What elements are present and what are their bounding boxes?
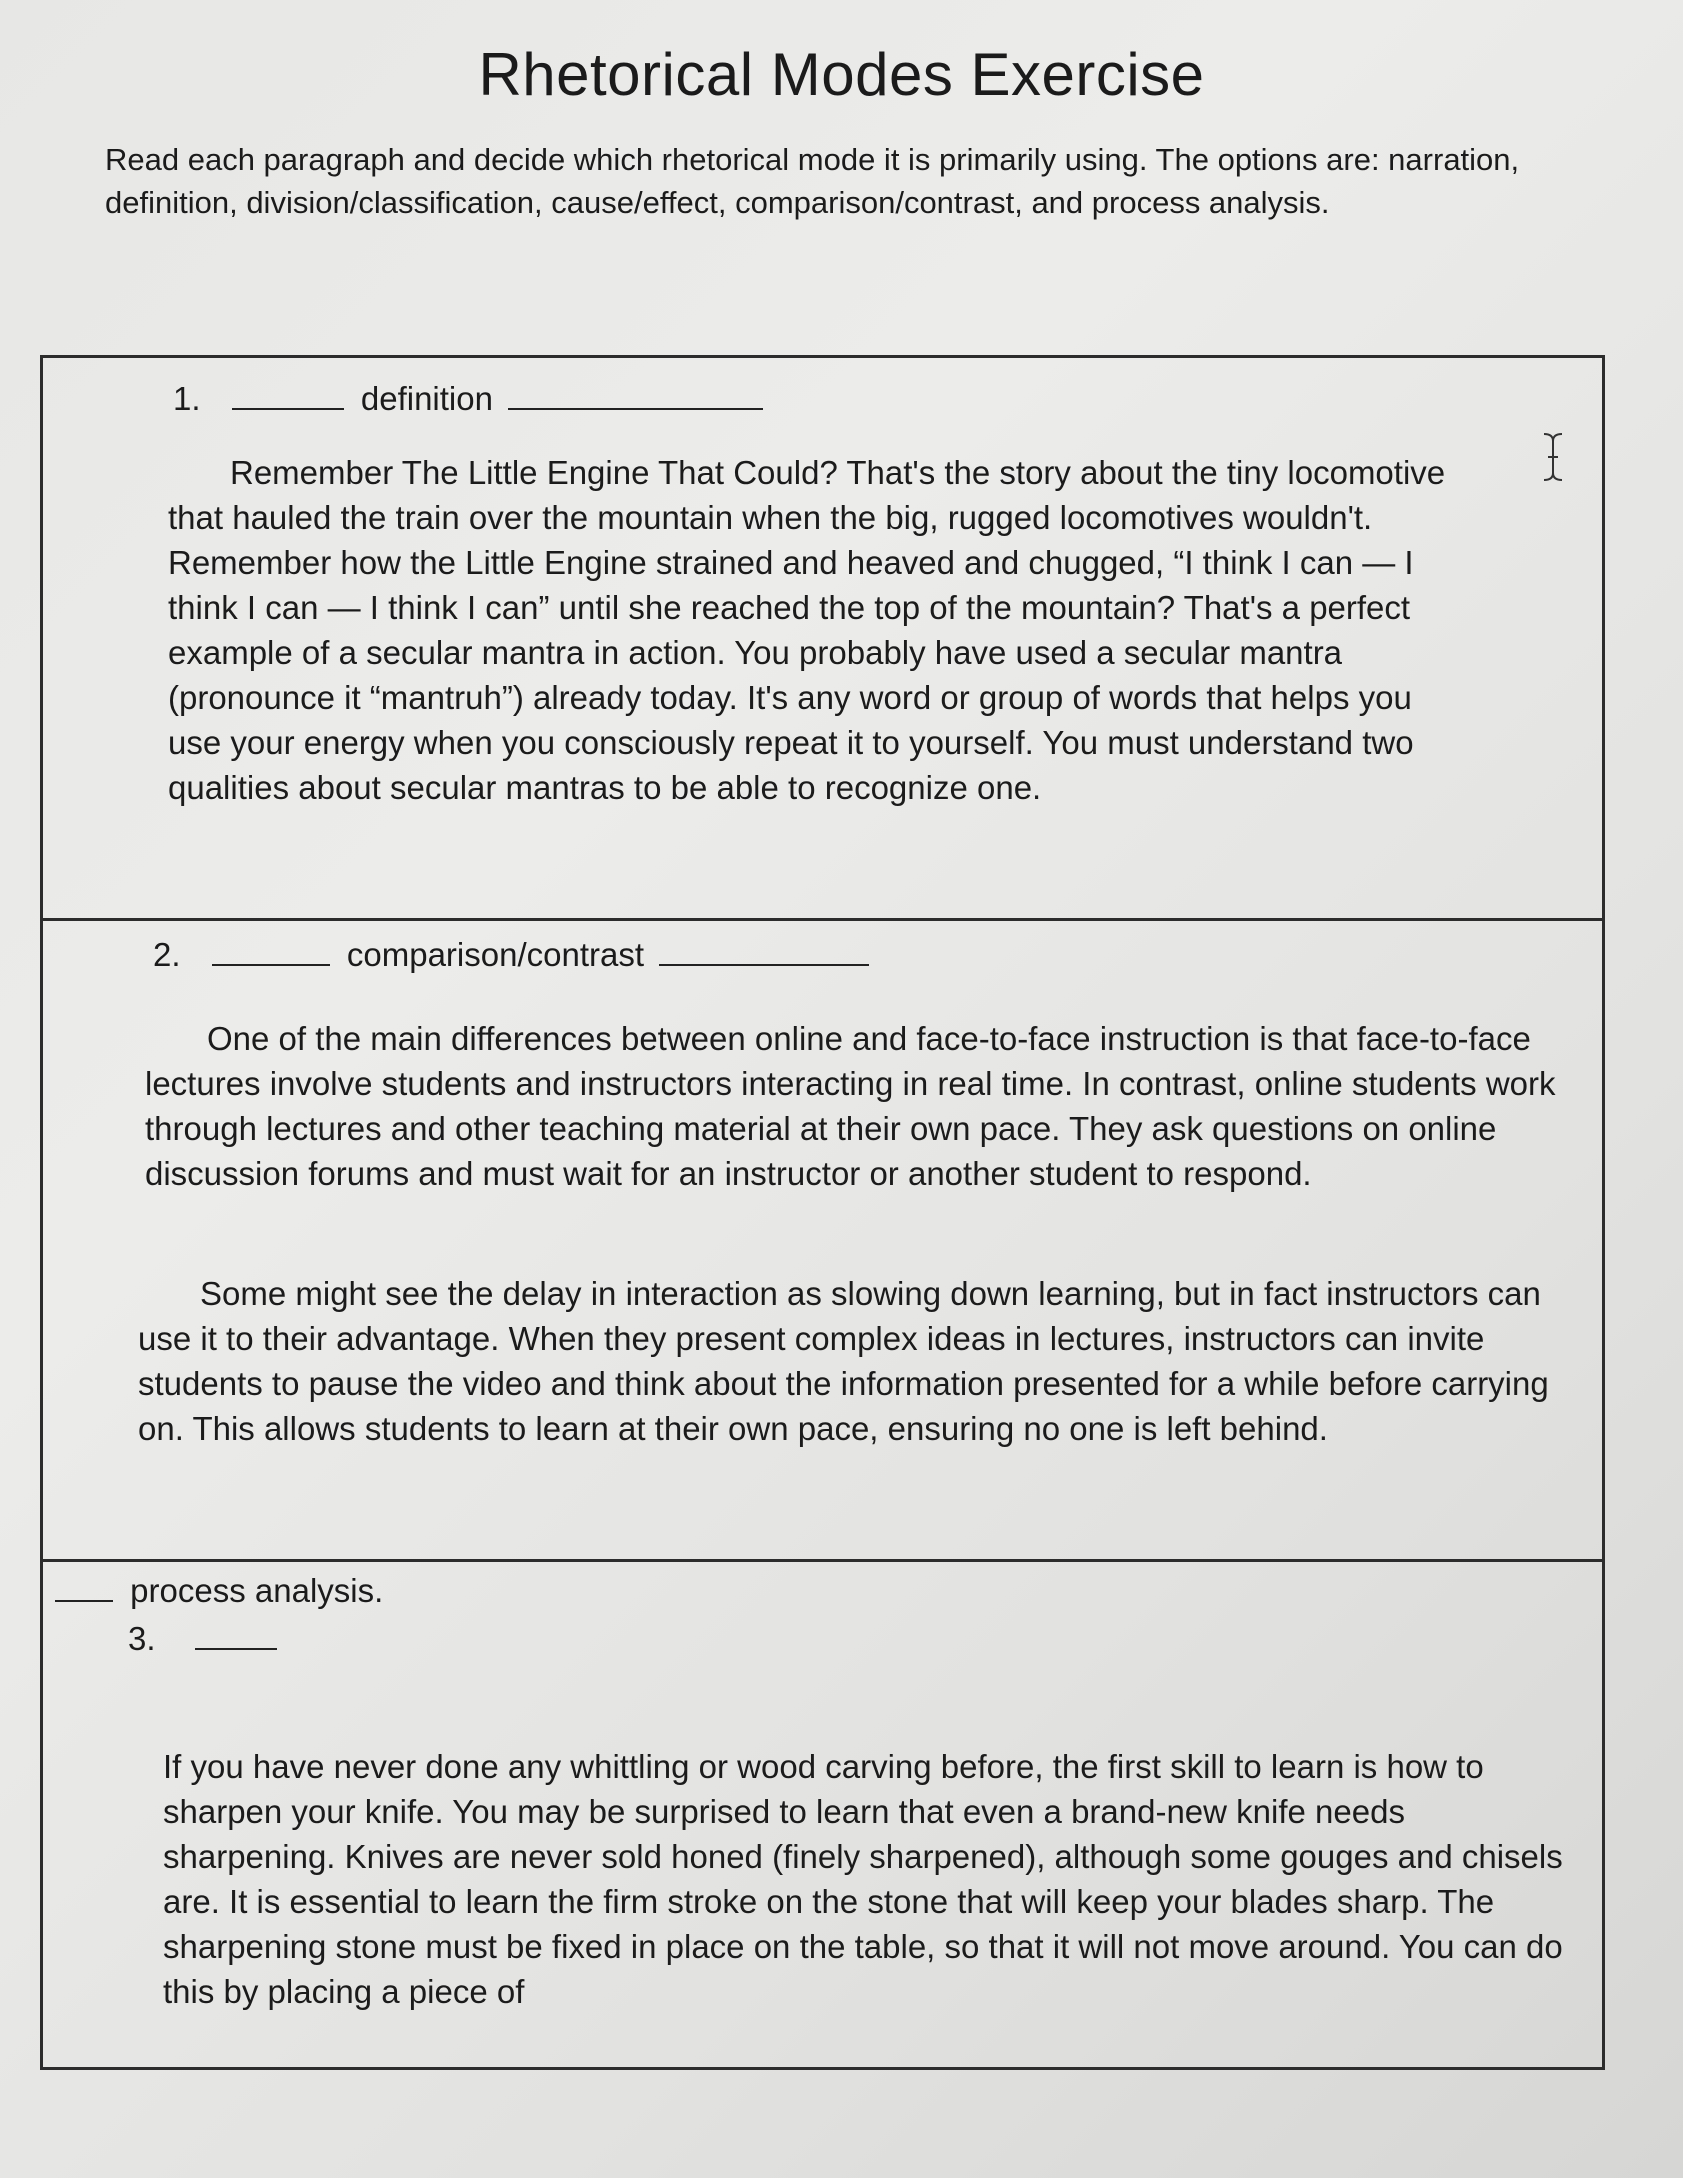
paragraph: One of the main differences between online and face-to-face instruction is that face-to-face lectures involve students and instructors interacting in real time. In contrast, online students work through lectures and other teaching material at their own pace. They ask questions on online discussion forums and must wait for an instructor or another student to respond. xyxy=(145,1020,1556,1192)
page-title: Rhetorical Modes Exercise xyxy=(478,41,1205,108)
paragraph: Some might see the delay in interaction as slowing down learning, but in fact instructors can use it to their advantage. When they present complex ideas in lectures, instructors can invite students to pause the video and think about the information presented for a while before carrying on. This allows students to learn at their own pace, ensuring no one is left behind. xyxy=(138,1275,1549,1447)
question-3-answer[interactable]: process analysis. xyxy=(130,1572,384,1609)
question-3-answer-line xyxy=(55,1572,383,1610)
question-1-answer[interactable]: definition xyxy=(360,380,493,417)
question-1-header xyxy=(173,380,763,418)
question-number: 3. xyxy=(128,1620,156,1657)
answer-blank-right[interactable] xyxy=(659,936,869,966)
answer-blank-right[interactable] xyxy=(508,380,763,410)
exercise-table xyxy=(40,355,1605,2070)
answer-blank-left[interactable] xyxy=(232,380,344,410)
answer-blank-left[interactable] xyxy=(55,1572,113,1602)
answer-blank-left[interactable] xyxy=(212,936,330,966)
question-number: 2. xyxy=(153,936,181,973)
instructions: Read each paragraph and decide which rhetorical mode it is primarily using. The options are: narration, definition, division/classification, cause/effect, comparison/contrast, and process analysis. xyxy=(105,142,1520,220)
question-2-row xyxy=(43,921,1602,1562)
question-1-row xyxy=(43,358,1602,921)
question-number: 1. xyxy=(173,380,201,417)
paragraph: If you have never done any whittling or wood carving before, the first skill to learn is how to sharpen your knife. You may be surprised to learn that even a brand-new knife needs sharpening. Knives are never sold honed (finely sharpened), although some gouges and chisels are. It is essential to learn the firm stroke on the stone that will keep your blades sharp. The sharpening stone must be fixed in place on the table, so that it will not move around. You can do this by placing a piece of xyxy=(163,1748,1563,2010)
question-2-answer[interactable]: comparison/contrast xyxy=(346,936,645,973)
question-3-header xyxy=(128,1620,277,1658)
text-cursor-icon xyxy=(1538,431,1568,483)
paragraph: Remember The Little Engine That Could? That's the story about the tiny locomotive that hauled the train over the mountain when the big, rugged locomotives wouldn't. Remember how the Little Engine strained and heaved and chugged, “I think I can — I think I can — I think I can” until she reached the top of the mountain? That's a perfect example of a secular mantra in action. You probably have used a secular mantra (pronounce it “mantruh”) already today. It's any word or group of words that helps you use your energy when you consciously repeat it to yourself. You must understand two qualities about secular mantras to be able to recognize one. xyxy=(168,454,1446,806)
question-3-row xyxy=(43,1562,1602,2070)
question-2-header xyxy=(153,936,869,974)
answer-blank-right[interactable] xyxy=(195,1620,277,1650)
